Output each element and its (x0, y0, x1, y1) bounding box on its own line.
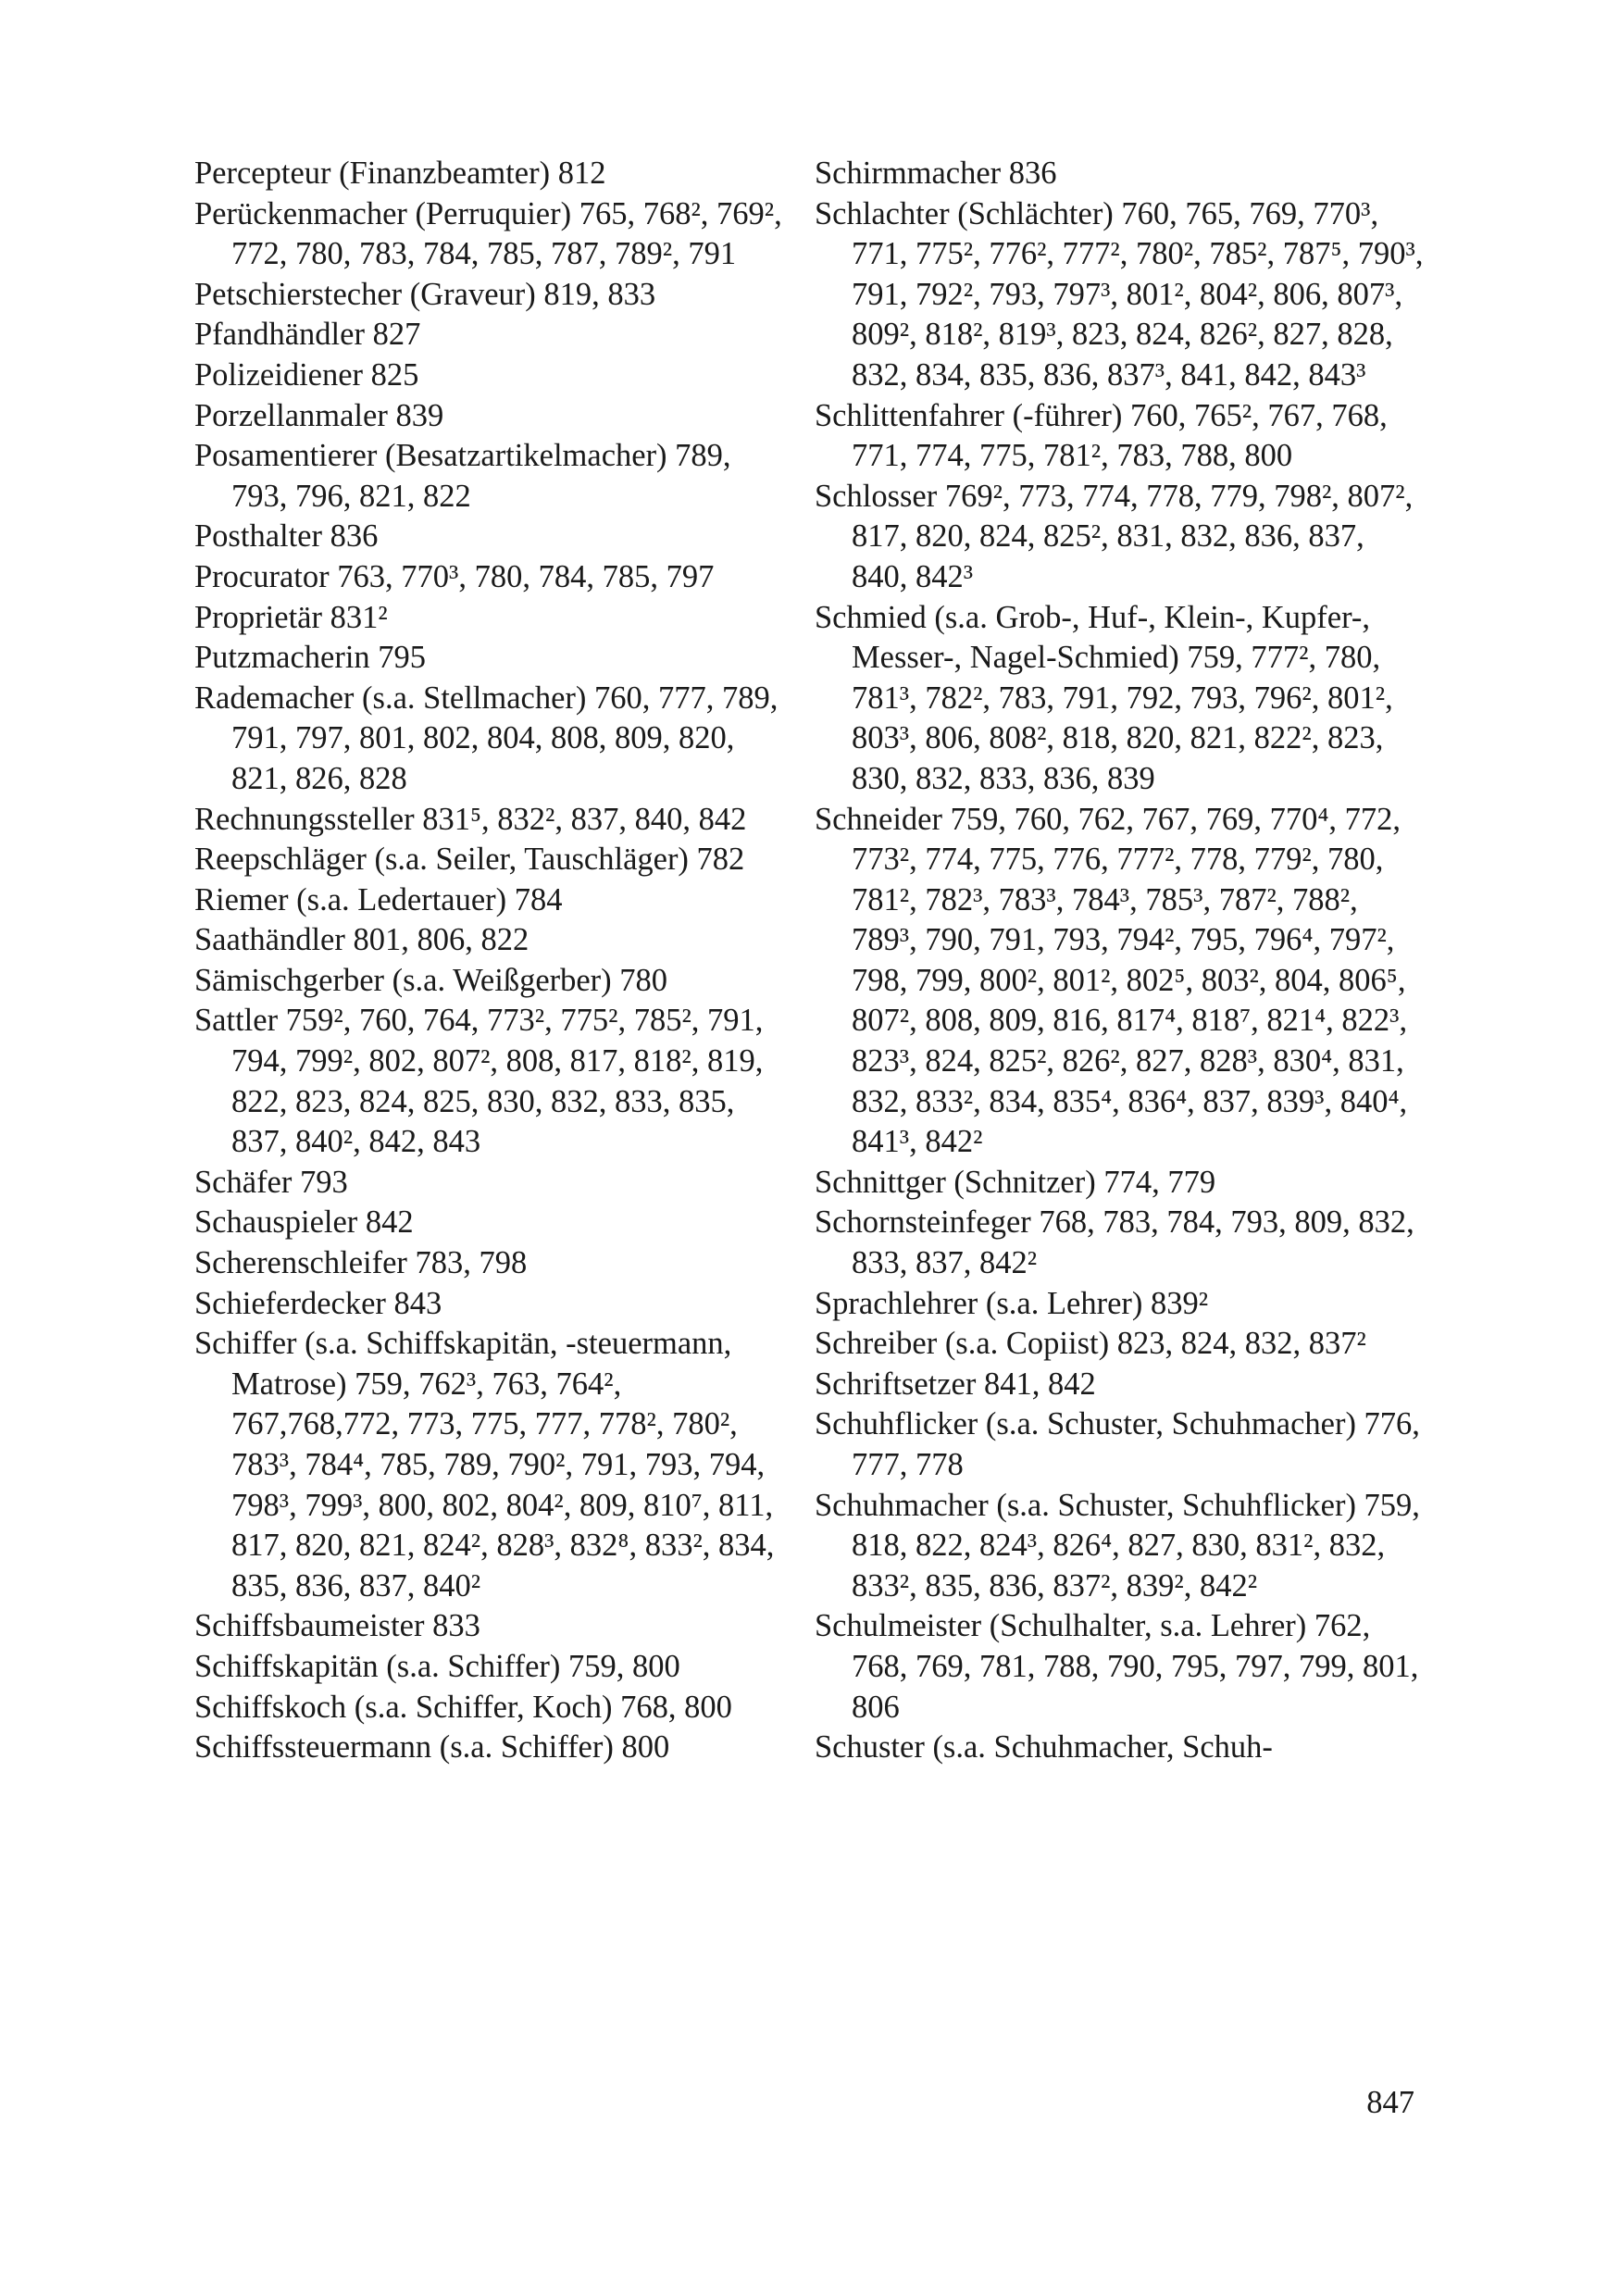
index-entry: Schriftsetzer 841, 842 (815, 1366, 1096, 1402)
index-entry: Schuhmacher (s.a. Schuster, Schuhflicker) 759, 818, 822, 824³, 826⁴, 827, 830, 831², 832, 833², 835, 836, 837², 839², 842² (815, 1487, 1420, 1603)
index-entry: Schuster (s.a. Schuhmacher, Schuh- (815, 1729, 1273, 1766)
index-entry: Schuhflicker (s.a. Schuster, Schuhmacher) 776, 777, 778 (815, 1406, 1420, 1482)
index-entry: Schornsteinfeger 768, 783, 784, 793, 809, 832, 833, 837, 842² (815, 1204, 1414, 1281)
index-entry: Schneider 759, 760, 762, 767, 769, 770⁴, 772, 773², 774, 775, 776, 777², 778, 779², 780, 781², 782³, 783³, 784³, 785³, 787², 788², 789³, 790, 791, 793, 794², 795, 796⁴, 797², 798, 799, 800², 801², 802⁵, 803², 804, 806⁵, 807², 808, 809, 816, 817⁴, 818⁷, 821⁴, 822³, 823³, 824, 825², 826², 827, 828³, 830⁴, 831, 832, 833², 834, 835⁴, 836⁴, 837, 839³, 840⁴, 841³, 842² (815, 801, 1408, 1160)
index-entry: Scherenschleifer 783, 798 (194, 1245, 528, 1281)
index-entry: Rechnungssteller 831⁵, 832², 837, 840, 842 (194, 801, 747, 837)
index-entry: Posamentierer (Besatzartikelmacher) 789, 793, 796, 821, 822 (194, 438, 731, 514)
index-entry: Pfandhändler 827 (194, 317, 421, 353)
index-entry: Percepteur (Finanzbeamter) 812 (194, 156, 606, 191)
index-entry: Schiffsbaumeister 833 (194, 1608, 480, 1644)
index-entry: Schiffer (s.a. Schiffskapitän, -steuermann, Matrose) 759, 762³, 763, 764², 767,768,772, 773, 775, 777, 778², 780², 783³, 784⁴, 785, 789, 790², 791, 793, 794, 798³, 799³, 800, 802, 804², 809, 810⁷, 811, 817, 820, 821, 824², 828³, 832⁸, 833², 834, 835, 836, 837, 840² (194, 1326, 775, 1603)
index-entry: Polizeidiener 825 (194, 356, 419, 393)
index-entry: Schiffskoch (s.a. Schiffer, Koch) 768, 800 (194, 1689, 732, 1725)
index-entry: Posthalter 836 (194, 518, 379, 555)
index-entry: Schirmmacher 836 (815, 156, 1057, 191)
page-number: 847 (1366, 2085, 1414, 2120)
index-entry: Saathändler 801, 806, 822 (194, 922, 529, 958)
index-entry: Riemer (s.a. Ledertauer) 784 (194, 881, 563, 917)
index-entry: Sprachlehrer (s.a. Lehrer) 839² (815, 1285, 1209, 1321)
index-entry: Sattler 759², 760, 764, 773², 775², 785², 791, 794, 799², 802, 807², 808, 817, 818², 819, 822, 823, 824, 825, 830, 832, 833, 835, 837, 840², 842, 843 (194, 1003, 764, 1160)
index-entry: Porzellanmaler 839 (194, 397, 444, 433)
index-entry: Proprietär 831² (194, 599, 388, 635)
index-entry: Sämischgerber (s.a. Weißgerber) 780 (194, 962, 668, 998)
index-entry: Perückenmacher (Perruquier) 765, 768², 769², 772, 780, 783, 784, 785, 787, 789², 791 (194, 195, 782, 272)
index-entry: Schiffssteuermann (s.a. Schiffer) 800 (194, 1729, 670, 1766)
index-entry: Schlosser 769², 773, 774, 778, 779, 798², 807², 817, 820, 824, 825², 831, 832, 836, 837, 840, 842³ (815, 478, 1414, 594)
index-entry: Reepschläger (s.a. Seiler, Tauschläger) 782 (194, 842, 745, 878)
index-entry: Schlachter (Schlächter) 760, 765, 769, 770³, 771, 775², 776², 777², 780², 785², 787⁵, 790³, 791, 792², 793, 797³, 801², 804², 806, 807³, 809², 818², 819³, 823, 824, 826², 827, 828, 832, 834, 835, 836, 837³, 841, 842, 843³ (815, 195, 1424, 393)
index-column-left (194, 154, 787, 1768)
index-entry: Schieferdecker 843 (194, 1285, 442, 1321)
index-entry: Schiffskapitän (s.a. Schiffer) 759, 800 (194, 1648, 680, 1684)
index-entry: Putzmacherin 795 (194, 640, 427, 676)
index-entry: Schäfer 793 (194, 1164, 348, 1200)
index-entry: Schreiber (s.a. Copiist) 823, 824, 832, 837² (815, 1326, 1366, 1362)
index-entry: Schulmeister (Schulhalter, s.a. Lehrer) 762, 768, 769, 781, 788, 790, 795, 797, 799, 801, 806 (815, 1608, 1419, 1725)
index-entry: Rademacher (s.a. Stellmacher) 760, 777, 789, 791, 797, 801, 802, 804, 808, 809, 820, 821, 826, 828 (194, 680, 779, 796)
index-entry: Schnittger (Schnitzer) 774, 779 (815, 1164, 1216, 1200)
index-entry: Schlittenfahrer (-führer) 760, 765², 767, 768, 771, 774, 775, 781², 783, 788, 800 (815, 397, 1388, 474)
index-entry: Schmied (s.a. Grob-, Huf-, Klein-, Kupfer-, Messer-, Nagel-Schmied) 759, 777², 780, 781³, 782², 783, 791, 792, 793, 796², 801², 803³, 806, 808², 818, 820, 821, 822², 823, 830, 832, 833, 836, 839 (815, 599, 1393, 796)
index-entry: Schauspieler 842 (194, 1204, 414, 1241)
index-entry: Procurator 763, 770³, 780, 784, 785, 797 (194, 558, 715, 594)
index-column-right (815, 154, 1426, 1768)
index-entry: Petschierstecher (Graveur) 819, 833 (194, 276, 656, 312)
